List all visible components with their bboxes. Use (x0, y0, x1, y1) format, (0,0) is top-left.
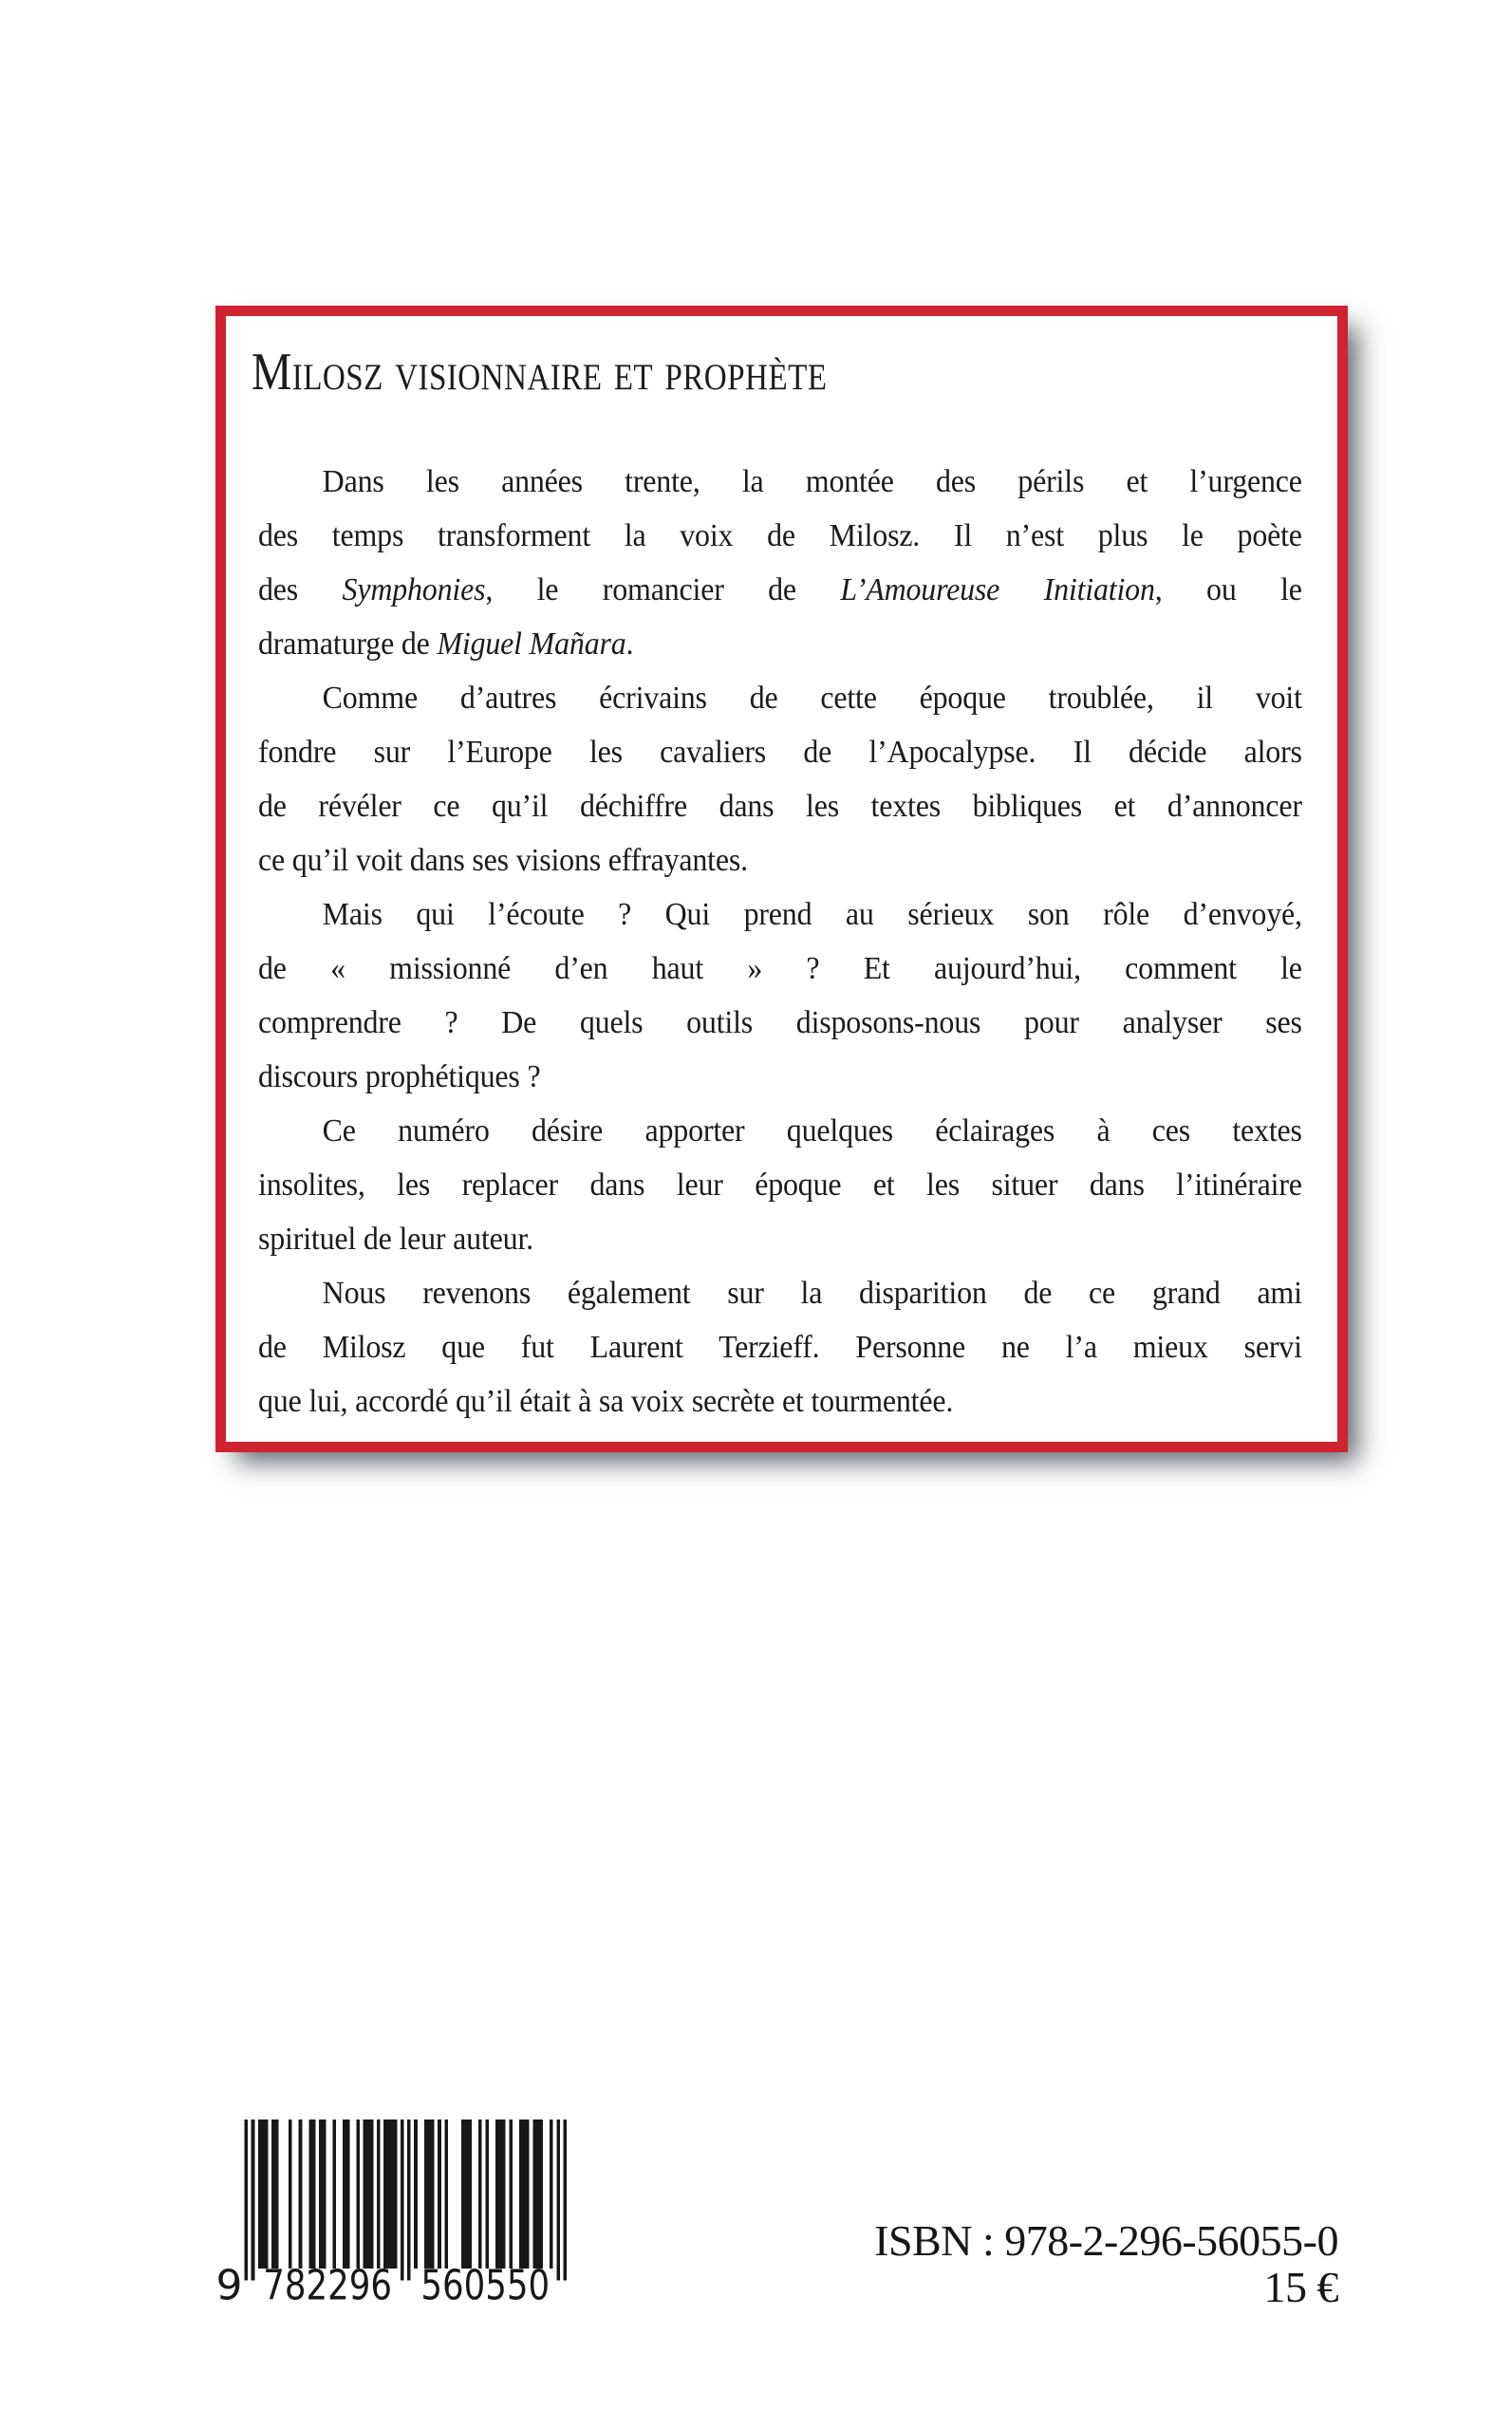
cover-summary-text (258, 455, 1302, 1429)
isbn-price-block (874, 2217, 1338, 2310)
body-segment: de révéler ce qu’il déchiffre dans les textes bibliques et d’annoncer (258, 789, 1302, 824)
body-line (258, 833, 1302, 887)
body-line (258, 617, 1302, 671)
body-line (258, 996, 1302, 1050)
body-segment: Ce numéro désire apporter quelques éclairages à ces textes (322, 1113, 1302, 1148)
body-line (258, 779, 1302, 833)
work-title-italic: Symphonies (342, 572, 486, 607)
body-line (258, 1320, 1302, 1374)
body-line (258, 1212, 1302, 1266)
body-line (258, 671, 1302, 725)
work-title-italic: L’Amoureuse Initiation (840, 572, 1155, 607)
body-segment: comprendre ? De quels outils disposons-nous pour analyser ses (258, 1005, 1302, 1040)
body-segment: . (625, 626, 634, 662)
body-segment: Nous revenons également sur la disparition de ce grand ami (322, 1276, 1302, 1311)
barcode-digits: 560550 (420, 2261, 551, 2303)
body-segment: , ou le (1154, 572, 1302, 607)
isbn-label: ISBN : 978-2-296-56055-0 (874, 2216, 1338, 2265)
body-line (258, 1266, 1302, 1320)
body-segment: ce qu’il voit dans ses visions effrayantes. (258, 843, 748, 878)
barcode-digits: 782296 (263, 2261, 392, 2303)
body-segment: , le romancier de (485, 572, 841, 607)
ean13-barcode (217, 2120, 567, 2307)
body-segment: de « missionné d’en haut » ? Et aujourd’hui, comment le (258, 951, 1302, 986)
work-title-italic: Miguel Mañara (437, 626, 626, 662)
body-line (258, 887, 1302, 942)
body-line (258, 1104, 1302, 1158)
cover-title: Milosz visionnaire et prophète (252, 343, 828, 402)
body-segment: des temps transforment la voix de Milosz. Il n’est plus le poète (258, 518, 1302, 553)
body-line (258, 1374, 1302, 1429)
body-segment: discours prophétiques ? (258, 1059, 541, 1094)
body-line (258, 563, 1302, 617)
body-segment: des (258, 572, 343, 607)
red-framed-summary-box (215, 306, 1348, 1452)
body-segment: Dans les années trente, la montée des périls et l’urgence (322, 464, 1302, 499)
body-segment: dramaturge de (258, 626, 438, 662)
body-segment: Mais qui l’écoute ? Qui prend au sérieux son rôle d’envoyé, (322, 897, 1302, 932)
barcode-digits: 9 (217, 2261, 243, 2303)
body-segment: fondre sur l’Europe les cavaliers de l’Apocalypse. Il décide alors (258, 735, 1302, 770)
body-segment: insolites, les replacer dans leur époque et les situer dans l’itinéraire (258, 1167, 1302, 1203)
price-label: 15 € (1263, 2263, 1338, 2311)
body-line (258, 1158, 1302, 1212)
body-line (258, 725, 1302, 779)
body-line (258, 455, 1302, 509)
barcode-graphic (217, 2120, 567, 2303)
body-line (258, 942, 1302, 996)
body-segment: que lui, accordé qu’il était à sa voix secrète et tourmentée. (258, 1384, 954, 1419)
body-segment: spirituel de leur auteur. (258, 1222, 533, 1257)
body-segment: de Milosz que fut Laurent Terzieff. Personne ne l’a mieux servi (258, 1330, 1302, 1365)
body-line (258, 509, 1302, 563)
body-line (258, 1050, 1302, 1104)
body-segment: Comme d’autres écrivains de cette époque troublée, il voit (322, 681, 1302, 716)
